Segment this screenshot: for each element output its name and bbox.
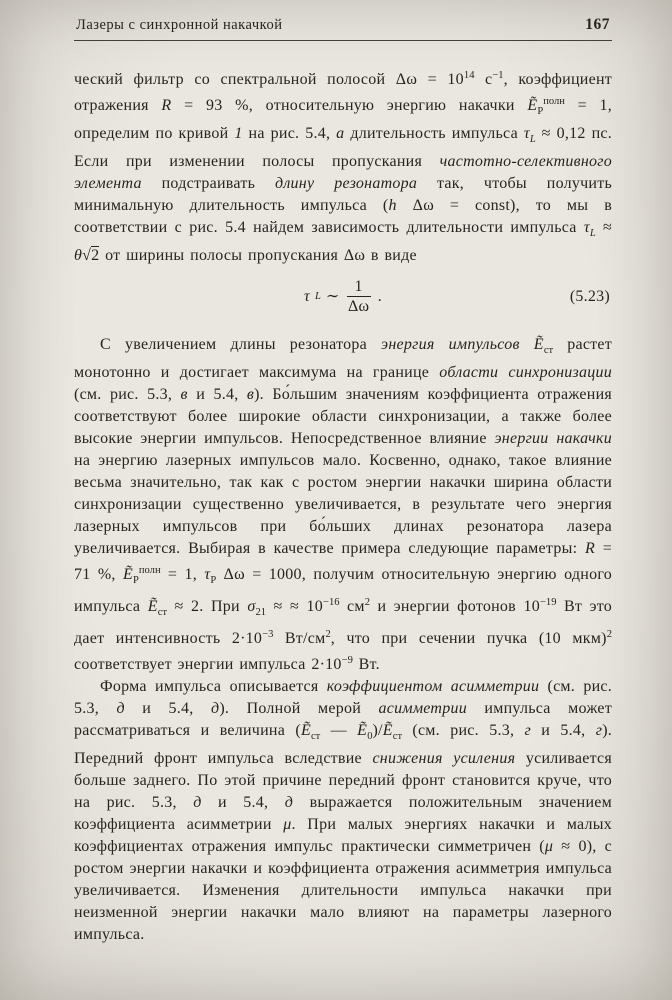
text-run: усиливается больше заднего. По этой причине передний фронт становится круче, что на рис. 5.3, xyxy=(74,750,612,811)
text-run: −19 xyxy=(539,597,557,608)
text-run: и 5.4, xyxy=(201,794,285,811)
text-run: Р xyxy=(133,575,139,586)
text-run: Δω = 1000, получим относительную энергию одного импульса xyxy=(74,566,613,615)
text-run: Ẽ xyxy=(300,722,311,739)
text-run: L xyxy=(589,228,596,239)
page-header xyxy=(74,16,612,41)
text-run: ). Полной мерой xyxy=(219,700,379,717)
text-run: (см. рис. 5.3, xyxy=(402,722,525,739)
text-run: Вт. xyxy=(352,656,380,673)
equation-number: (5.23) xyxy=(569,287,610,305)
text-run: Форма импульса описывается xyxy=(100,678,327,695)
fraction xyxy=(347,277,371,316)
text-run: г xyxy=(524,722,531,739)
text-run: ≈ 0,12 пс. Если при изменении полосы пропускания xyxy=(74,125,612,170)
text-run: −3 xyxy=(262,629,274,640)
text-run: 2 xyxy=(364,597,370,608)
text-run: на рис. 5.4, xyxy=(242,125,337,142)
text-run: −9 xyxy=(341,655,353,666)
text-run: энергии накачки xyxy=(494,430,613,447)
text-run: Р xyxy=(210,575,217,586)
text-run: ≈ xyxy=(595,219,612,236)
text-run: Ẽ xyxy=(533,336,544,353)
text-run: снижения усиления xyxy=(372,750,516,767)
text-run: ст xyxy=(157,607,168,618)
text-run: области синхронизации xyxy=(439,364,613,381)
running-title: Лазеры с синхронной накачкой xyxy=(76,17,283,33)
text-run: и 5.4, xyxy=(187,386,247,403)
text-run: г xyxy=(595,722,603,739)
fraction-denominator: Δω xyxy=(347,298,370,315)
text-run: θ xyxy=(74,247,83,264)
text-run: 2 xyxy=(325,629,331,640)
text-run: μ xyxy=(544,838,554,855)
text-run: = 71 %, xyxy=(74,540,612,583)
text-run: частотно-селективного элемента xyxy=(74,153,612,192)
text-run: полн xyxy=(138,565,161,576)
equation xyxy=(304,277,382,316)
text-run: σ xyxy=(247,598,256,615)
text-run: , что при сечении пучка (10 мкм) xyxy=(330,630,607,647)
text-run: с xyxy=(474,71,493,88)
text-run: Δω = const), то мы в соответствии с рис. 5.4 найдем зависимость длительности импульса xyxy=(74,197,613,236)
text-run: подстраивать xyxy=(141,175,275,192)
text-run: τ xyxy=(523,125,530,142)
text-run: в xyxy=(246,386,255,403)
text-body xyxy=(74,65,612,946)
text-run: τ xyxy=(583,219,590,236)
text-run: ≈ 0), с ростом энергии накачки и коэффициента отражения асимметрия импульса увеличивается. Изменения длительности импульса накачки при неизменной энергии накачки мало влияют на параметры лазерного импульса. xyxy=(74,838,613,943)
text-run: R xyxy=(161,97,172,114)
text-run: √ xyxy=(82,247,92,264)
text-run: д xyxy=(284,794,294,811)
text-run: 2 xyxy=(606,629,612,640)
text-run: (см. рис. 5.3, xyxy=(74,386,181,403)
text-run: 1 xyxy=(234,125,243,142)
text-run: = 1, xyxy=(160,566,205,583)
text-run: = 93 %, относительную энергию накачки xyxy=(171,97,528,114)
text-run: . При малых энергиях накачки и малых коэффициентах отражения импульс практически симметричен ( xyxy=(74,816,613,855)
text-run: энергия импульсов xyxy=(381,336,534,353)
text-run: Ẽ xyxy=(382,722,393,739)
text-run: от ширины полосы пропускания Δω в виде xyxy=(99,247,417,264)
text-run: ст xyxy=(392,731,403,742)
text-run: выражается положительным значением коэффициента асимметрии xyxy=(74,794,613,833)
text-run: — xyxy=(320,722,358,739)
text-run: = 1, определим по кривой xyxy=(74,97,613,142)
text-run: Ẽ xyxy=(147,598,158,615)
text-run: коэффициентом асимметрии xyxy=(326,678,540,695)
text-run: Вт это дает интенсивность 2·10 xyxy=(74,598,612,647)
text-run: ). Передний фронт импульса вследствие xyxy=(74,722,613,767)
text-run: 0 xyxy=(367,731,373,742)
text-run: τ xyxy=(204,566,211,583)
text-run: −1 xyxy=(492,70,504,81)
text-run: полн xyxy=(543,96,565,107)
text-run: и 5.4, xyxy=(124,700,211,717)
text-run: и энергии фотонов 10 xyxy=(369,598,540,615)
paragraph xyxy=(74,334,612,676)
text-run: ст xyxy=(311,731,321,742)
paragraph xyxy=(74,676,612,946)
text-run: см xyxy=(339,598,365,615)
text-run: τ xyxy=(303,287,310,305)
text-run: д xyxy=(210,700,220,717)
text-run: μ xyxy=(283,816,292,833)
text-run: растет монотонно и достигает максимума на границе xyxy=(74,336,613,381)
text-run: L xyxy=(529,134,536,145)
text-run: ∼ xyxy=(325,287,340,305)
text-run: ческий фильтр со спектральной полосой Δω = 10 xyxy=(74,71,464,88)
text-run: . xyxy=(377,287,382,305)
text-run: h xyxy=(388,197,397,214)
text-run: длину резонатора xyxy=(274,175,418,192)
text-run: и 5.4, xyxy=(531,722,596,739)
text-run: длительность импульса xyxy=(344,125,524,142)
text-run: ≈ ≈ 10 xyxy=(266,598,323,615)
text-run: а xyxy=(336,125,345,142)
text-run: д xyxy=(193,794,202,811)
text-run: Ẽ xyxy=(357,722,368,739)
text-run: Р xyxy=(537,106,544,117)
text-run: С увеличением длины резонатора xyxy=(100,336,382,353)
text-run: 14 xyxy=(463,70,475,81)
text-run: так, чтобы получить минимальную длительность импульса ( xyxy=(74,175,612,214)
text-run: 2 xyxy=(91,247,100,264)
fraction-numerator: 1 xyxy=(347,277,371,297)
page-number: 167 xyxy=(585,16,610,33)
text-run: 21 xyxy=(255,607,267,618)
text-run: Ẽ xyxy=(527,97,538,114)
text-run: (см. рис. 5.3, xyxy=(74,678,613,717)
text-run: )/ xyxy=(372,722,383,739)
text-run: д xyxy=(116,700,125,717)
paragraph xyxy=(74,65,612,267)
text-run: R xyxy=(585,540,596,557)
text-run: в xyxy=(180,386,188,403)
text-run: Вт/см xyxy=(273,630,326,647)
text-run: , коэффициент отражения xyxy=(74,71,613,114)
text-run: ≈ 2. При xyxy=(167,598,248,615)
equation-row xyxy=(74,277,612,316)
text-run: импульса может рассматриваться и величина ( xyxy=(74,700,613,739)
text-run: Ẽ xyxy=(123,566,134,583)
text-run: L xyxy=(314,290,321,302)
text-run: асимметрии xyxy=(378,700,467,717)
text-run: соответствует энергии импульса 2·10 xyxy=(74,656,342,673)
text-run: ст xyxy=(543,345,554,356)
text-run: на энергию лазерных импульсов мало. Косвенно, однако, такое влияние весьма значительно, так как с ростом энергии накачки ширина области синхронизации существенно увеличивается, в результате чего энергия лазерных импульсов при бо́льших длинах резонатора лазера увеличивается. Выбирая в качестве примера следующие параметры: xyxy=(74,452,612,557)
text-run: −16 xyxy=(323,597,340,608)
text-run: ). Бо́льшим значениям коэффициента отражения соответствуют более широкие области синхронизации, а также более высокие энергии импульсов. Непосредственное влияние xyxy=(74,386,613,447)
